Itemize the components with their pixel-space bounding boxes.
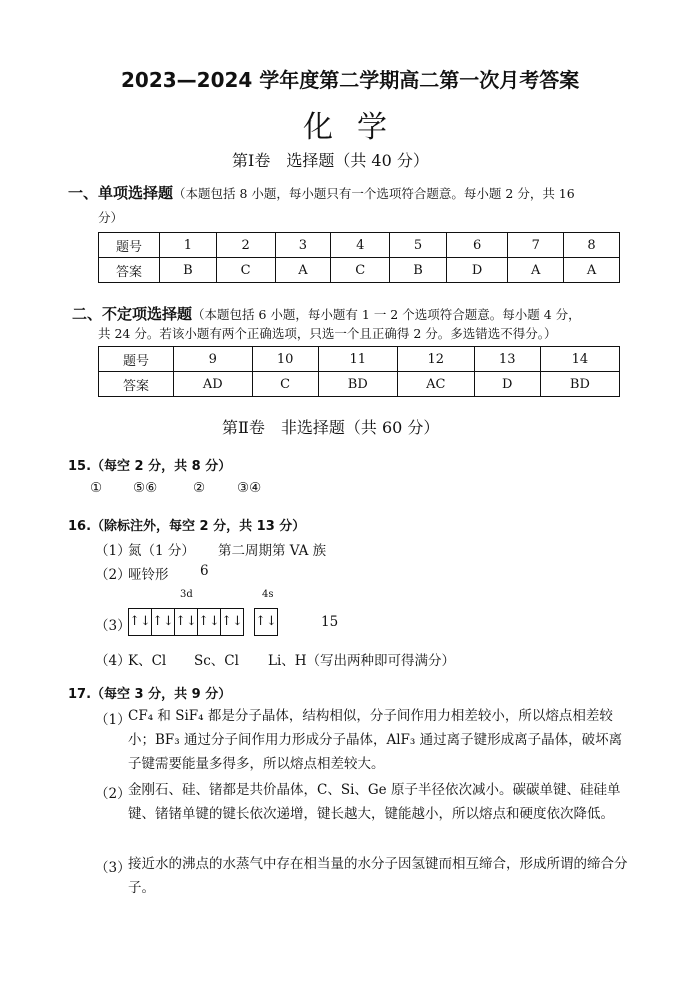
document-title: 2023—2024 学年度第二学期高二第一次月考答案 [121,68,580,92]
section1-note: （本题包括 8 小题，每小题只有一个选项符合题意。每小题 2 分，共 16 [173,186,575,201]
orbital-box: ↑↓ [152,609,175,635]
orbital-box: ↑↓ [255,614,277,629]
q16-item1-answer-b: 第二周期第 VA 族 [218,543,327,559]
question-number: 12 [397,347,474,372]
section2-note-cont: 共 24 分。若该小题有两个正确选项，只选一个且正确得 2 分。多选错选不得分。） [98,326,557,341]
question-number: 6 [446,233,507,258]
answer-cell: BD [540,372,619,397]
orbital-diagram-3d [128,608,244,636]
row-label: 答案 [99,372,174,397]
part-two-heading: 第Ⅱ卷 非选择题（共 60 分） [222,418,440,437]
q17-item3-number: （3） [95,860,131,876]
orbital-diagram-4s [254,608,278,636]
answer-cell: C [252,372,318,397]
table-row [99,372,620,397]
q16-item3-answer-b: 15 [321,614,339,630]
question-number: 3 [275,233,331,258]
section2-title: 二、不定项选择题 [72,305,193,323]
answer-cell: C [331,258,390,283]
q16-item2-answer-a: 哑铃形 [128,567,169,583]
question-number: 8 [564,233,620,258]
answer-cell: B [160,258,217,283]
answer-cell: AD [174,372,253,397]
answer-cell: D [474,372,540,397]
q16-item3-number: （3） [95,618,131,634]
q15-answer: ① [90,480,103,496]
question-number: 1 [160,233,217,258]
section1-note-cont: 分） [98,210,124,225]
orbital-box: ↑↓ [221,614,243,629]
row-label: 答案 [99,258,160,283]
answer-cell: A [508,258,564,283]
orbital-box: ↑↓ [198,609,221,635]
question-number: 2 [216,233,275,258]
q17-heading: 17.（每空 3 分，共 9 分） [68,687,232,702]
orbital-4s-label: 4s [262,589,274,600]
question-number: 14 [540,347,619,372]
row-label: 题号 [99,347,174,372]
section2-answer-table [98,346,620,397]
q17-item2-number: （2） [95,786,131,802]
answer-cell: D [446,258,507,283]
question-number: 9 [174,347,253,372]
question-number: 5 [390,233,447,258]
subject-title: 化学 [303,110,411,145]
answer-cell: C [216,258,275,283]
question-number: 13 [474,347,540,372]
question-number: 4 [331,233,390,258]
table-row [99,233,620,258]
orbital-box: ↑↓ [129,609,152,635]
question-number: 7 [508,233,564,258]
answer-cell: BD [318,372,397,397]
answer-cell: A [564,258,620,283]
q15-heading: 15.（每空 2 分，共 8 分） [68,459,232,474]
q15-answer: ③④ [237,480,262,496]
question-number: 10 [252,347,318,372]
table-row [99,347,620,372]
q16-item4-answer-a: K、Cl [128,653,167,669]
answer-cell: A [275,258,331,283]
question-number: 11 [318,347,397,372]
q17-item1-text: CF₄ 和 SiF₄ 都是分子晶体，结构相似，分子间作用力相差较小，所以熔点相差较小；BF₃ 通过分子间作用力形成分子晶体，AlF₃ 通过离子键形成离子晶体，破坏离子键需要能量多得多，所以熔点相差较大。 [128,708,623,772]
q16-item4-number: （4） [95,653,131,669]
orbital-box: ↑↓ [175,609,198,635]
q15-answer: ② [193,480,206,496]
q16-item4-answer-b: Sc、Cl [194,653,239,669]
q16-item4-answer-c: Li、H（写出两种即可得满分） [268,653,456,669]
section1-title: 一、单项选择题 [68,184,174,202]
section2-heading [72,303,581,324]
q17-item3-text: 接近水的沸点的水蒸气中存在相当量的水分子因氢键而相互缔合，形成所谓的缔合分子。 [128,856,628,896]
q16-item2-answer-b: 6 [200,563,209,579]
orbital-3d-label: 3d [180,589,193,600]
answer-cell: B [390,258,447,283]
part-one-heading: 第Ⅰ卷 选择题（共 40 分） [232,151,429,170]
q16-item1-answer-a: 氮（1 分） [128,543,195,559]
q17-item2-text: 金刚石、硅、锗都是共价晶体，C、Si、Ge 原子半径依次减小。碳碳单键、硅硅单键、锗锗单键的键长依次递增，键长越大，键能越小，所以熔点和硬度依次降低。 [128,782,621,822]
section2-note: （本题包括 6 小题，每小题有 1 一 2 个选项符合题意。每小题 4 分， [192,307,581,322]
q16-heading: 16.（除标注外，每空 2 分，共 13 分） [68,519,306,534]
answer-cell: AC [397,372,474,397]
q16-item2-number: （2） [95,567,131,583]
section1-answer-table [98,232,620,283]
q17-item1-number: （1） [95,712,131,728]
q16-item1-number: （1） [95,543,131,559]
row-label: 题号 [99,233,160,258]
table-row [99,258,620,283]
q15-answer: ⑤⑥ [133,480,158,496]
section1-heading [68,182,575,203]
